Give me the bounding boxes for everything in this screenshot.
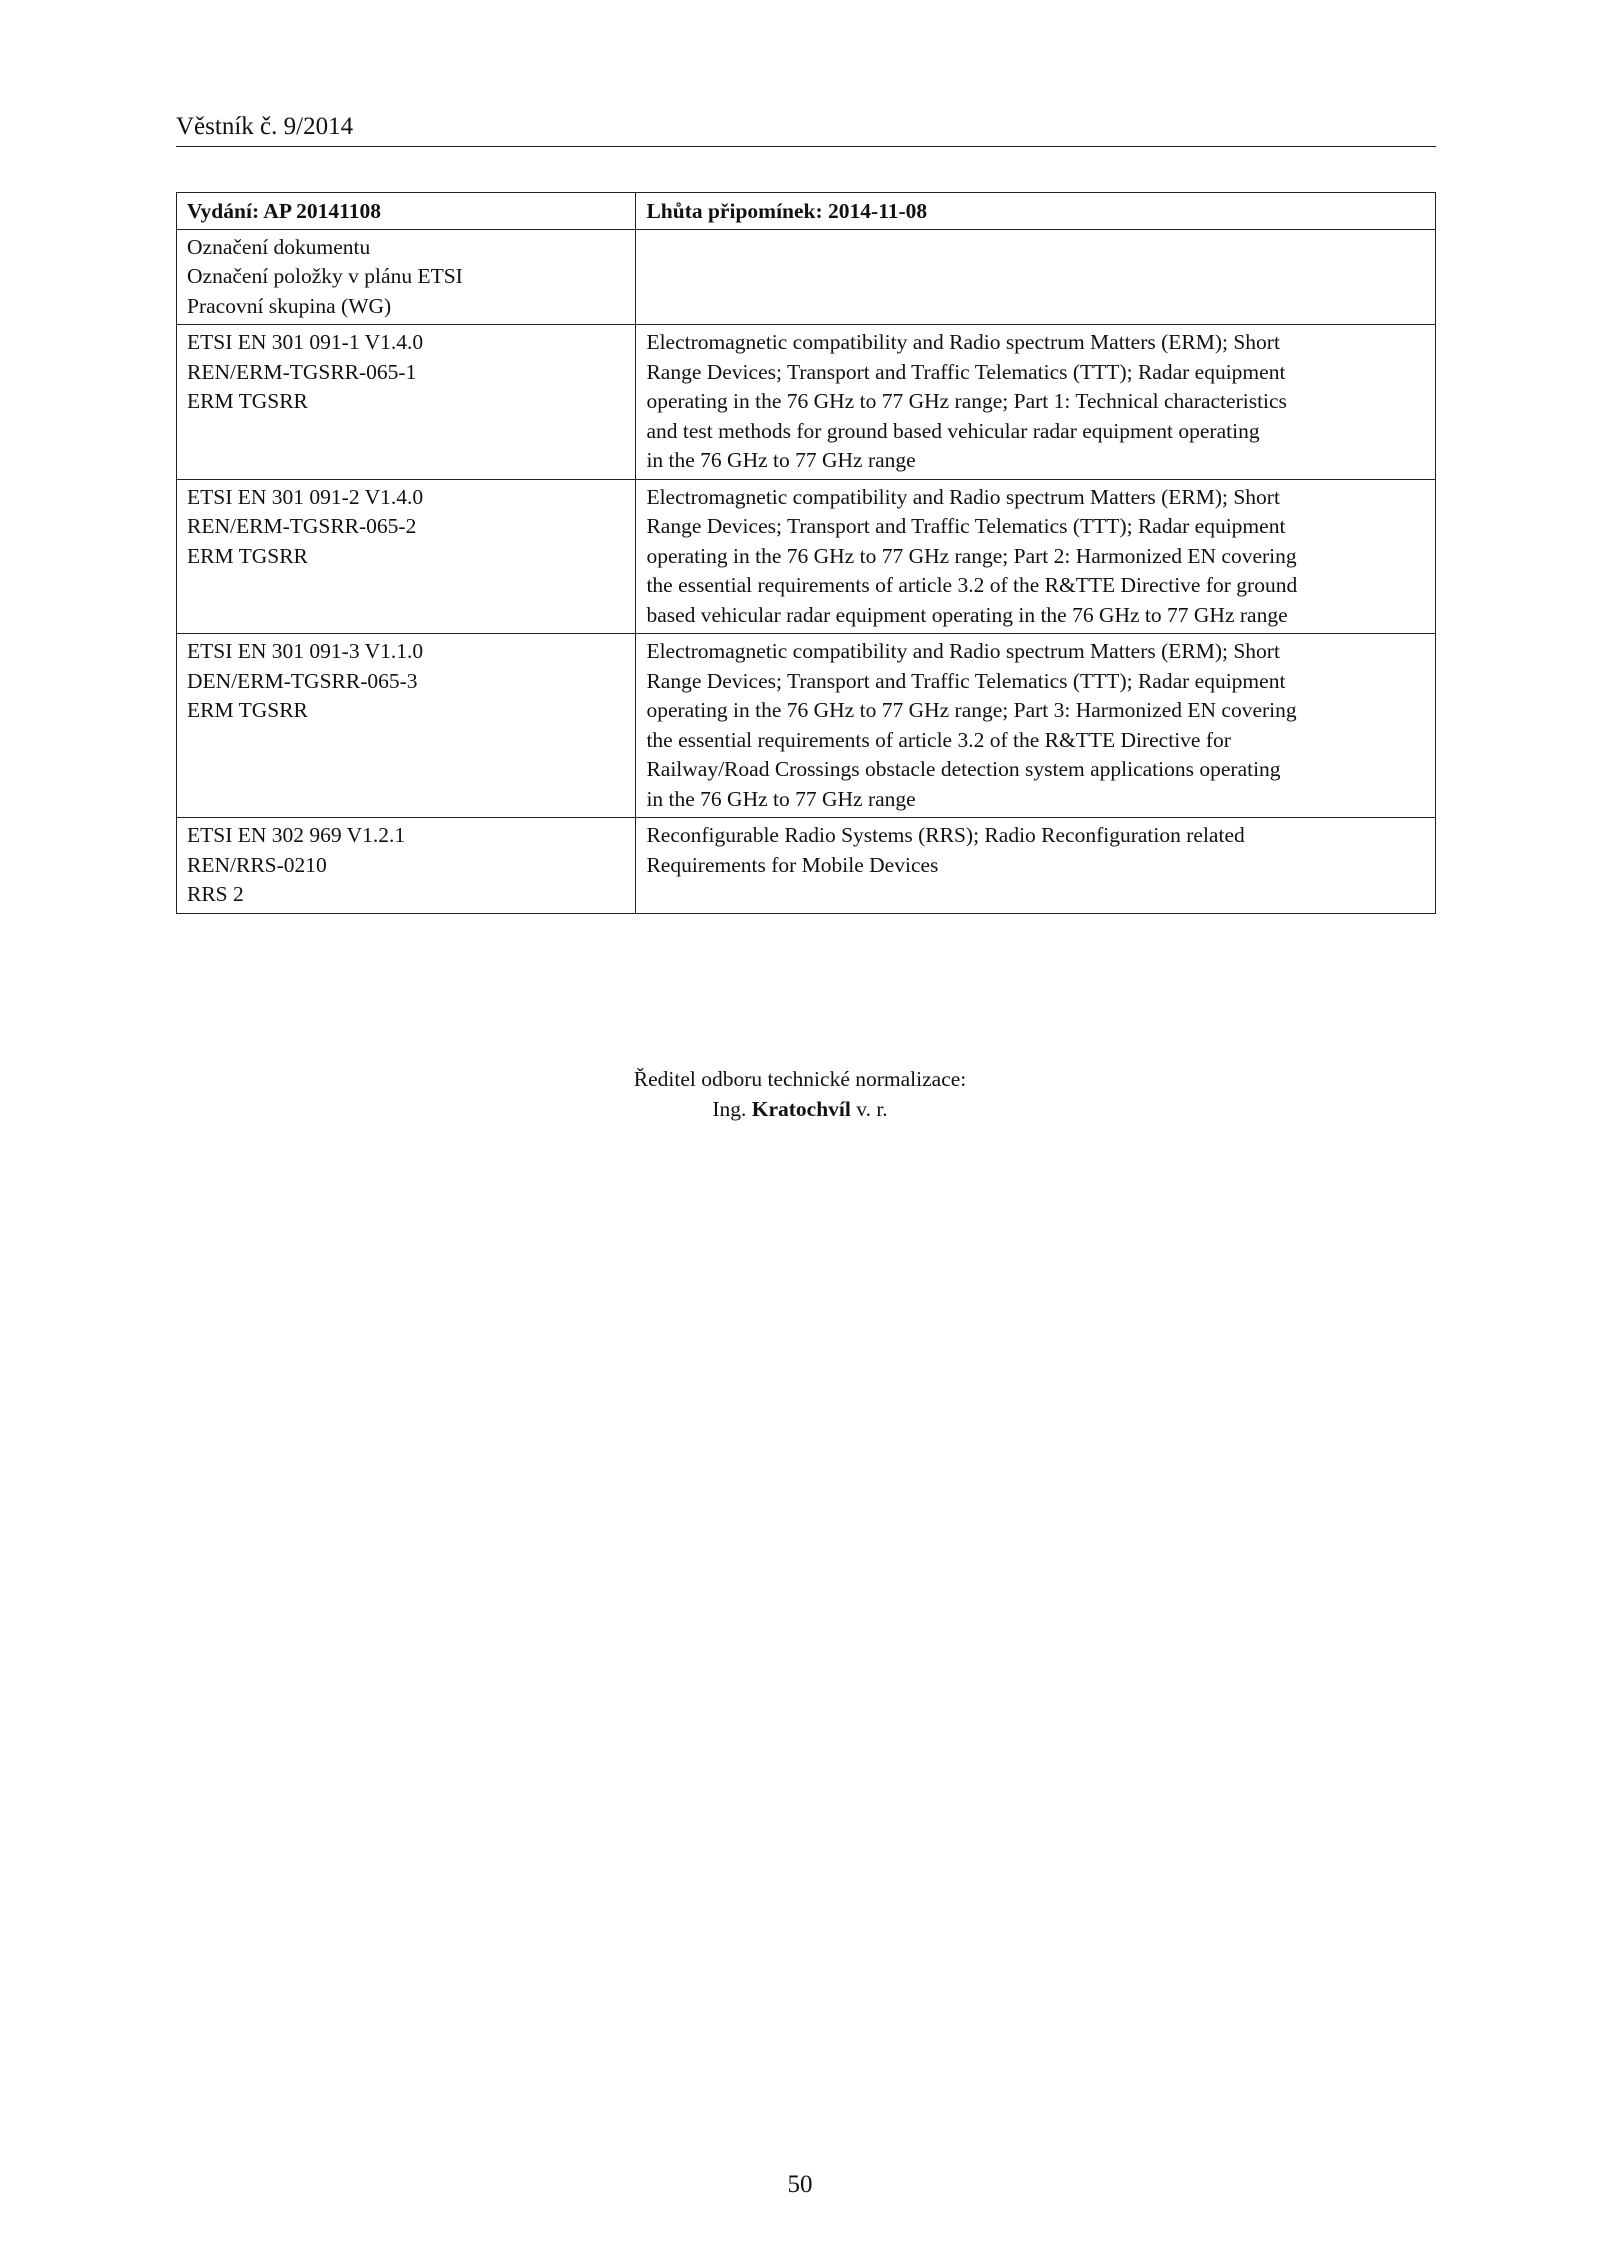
- work-item-reference: REN/ERM-TGSRR-065-1: [187, 359, 417, 384]
- legend-cell: [177, 229, 636, 325]
- document-title-line: Railway/Road Crossings obstacle detection system applications operating: [646, 757, 1281, 781]
- document-title-cell: [636, 325, 1436, 480]
- document-title-cell: [636, 479, 1436, 634]
- document-title-cell: [636, 634, 1436, 818]
- document-title-line: operating in the 76 GHz to 77 GHz range; Part 3: Harmonized EN covering: [646, 698, 1297, 722]
- legend-empty-cell: [636, 229, 1436, 325]
- signature-block: [0, 1064, 1600, 1124]
- signatory-name-line: [0, 1094, 1600, 1124]
- document-title-line: operating in the 76 GHz to 77 GHz range; Part 2: Harmonized EN covering: [646, 543, 1297, 568]
- deadline-cell: [636, 193, 1436, 230]
- table-row: [177, 634, 1436, 818]
- document-id-cell: [177, 479, 636, 634]
- issue-label: Vydání: AP 20141108: [187, 199, 381, 223]
- document-title-line: in the 76 GHz to 77 GHz range: [646, 786, 916, 811]
- document-title-line: Range Devices; Transport and Traffic Telematics (TTT); Radar equipment: [646, 514, 1286, 538]
- running-header: [176, 112, 1436, 147]
- document-title-line: Electromagnetic compatibility and Radio spectrum Matters (ERM); Short: [646, 484, 1280, 509]
- document-title-line: in the 76 GHz to 77 GHz range: [646, 448, 916, 472]
- table-header-row: [177, 193, 1436, 230]
- legend-line: Pracovní skupina (WG): [187, 293, 392, 318]
- document-id-cell: [177, 818, 636, 914]
- working-group: ERM TGSRR: [187, 543, 308, 568]
- running-header-title: Věstník č. 9/2014: [176, 113, 354, 140]
- document-title-line: Requirements for Mobile Devices: [646, 852, 939, 877]
- work-item-reference: REN/ERM-TGSRR-065-2: [187, 514, 417, 538]
- signatory-suffix: v. r.: [856, 1097, 888, 1121]
- table-row: [177, 818, 1436, 914]
- document-title-line: operating in the 76 GHz to 77 GHz range; Part 1: Technical characteristics: [646, 389, 1287, 413]
- signatory-position: Ředitel odboru technické normalizace:: [633, 1067, 967, 1091]
- document-title-line: Electromagnetic compatibility and Radio spectrum Matters (ERM); Short: [646, 330, 1280, 354]
- issue-cell: [177, 193, 636, 230]
- table-row: [177, 325, 1436, 480]
- signatory-surname: Kratochvíl: [751, 1097, 851, 1121]
- document-number: ETSI EN 301 091-1 V1.4.0: [187, 330, 424, 354]
- document-title-line: Range Devices; Transport and Traffic Telematics (TTT); Radar equipment: [646, 359, 1286, 384]
- document-list-table: [176, 192, 1436, 914]
- work-item-reference: REN/RRS-0210: [187, 852, 327, 877]
- legend-line: Označení dokumentu: [187, 234, 371, 259]
- document-title-cell: [636, 818, 1436, 914]
- document-title-line: the essential requirements of article 3.2 of the R&TTE Directive for ground: [646, 573, 1298, 597]
- working-group: ERM TGSRR: [187, 389, 308, 413]
- document-number: ETSI EN 301 091-3 V1.1.0: [187, 639, 424, 663]
- document-number: ETSI EN 302 969 V1.2.1: [187, 823, 406, 847]
- working-group: ERM TGSRR: [187, 698, 308, 722]
- page-number: 50: [787, 2171, 813, 2198]
- document-title-line: the essential requirements of article 3.2 of the R&TTE Directive for: [646, 727, 1231, 752]
- document-title-line: Range Devices; Transport and Traffic Telematics (TTT); Radar equipment: [646, 668, 1286, 693]
- document-id-cell: [177, 634, 636, 818]
- document-title-line: and test methods for ground based vehicular radar equipment operating: [646, 418, 1260, 443]
- work-item-reference: DEN/ERM-TGSRR-065-3: [187, 668, 418, 693]
- deadline-label: Lhůta připomínek: 2014-11-08: [646, 199, 928, 223]
- table-row: [177, 479, 1436, 634]
- document-title-line: Electromagnetic compatibility and Radio spectrum Matters (ERM); Short: [646, 639, 1280, 663]
- legend-row: [177, 229, 1436, 325]
- document-number: ETSI EN 301 091-2 V1.4.0: [187, 484, 424, 509]
- signatory-title: Ing.: [712, 1097, 747, 1121]
- document-title-line: Reconfigurable Radio Systems (RRS); Radio Reconfiguration related: [646, 823, 1245, 847]
- document-title-line: based vehicular radar equipment operating in the 76 GHz to 77 GHz range: [646, 602, 1288, 627]
- working-group: RRS 2: [187, 882, 244, 906]
- legend-line: Označení položky v plánu ETSI: [187, 264, 463, 288]
- document-id-cell: [177, 325, 636, 480]
